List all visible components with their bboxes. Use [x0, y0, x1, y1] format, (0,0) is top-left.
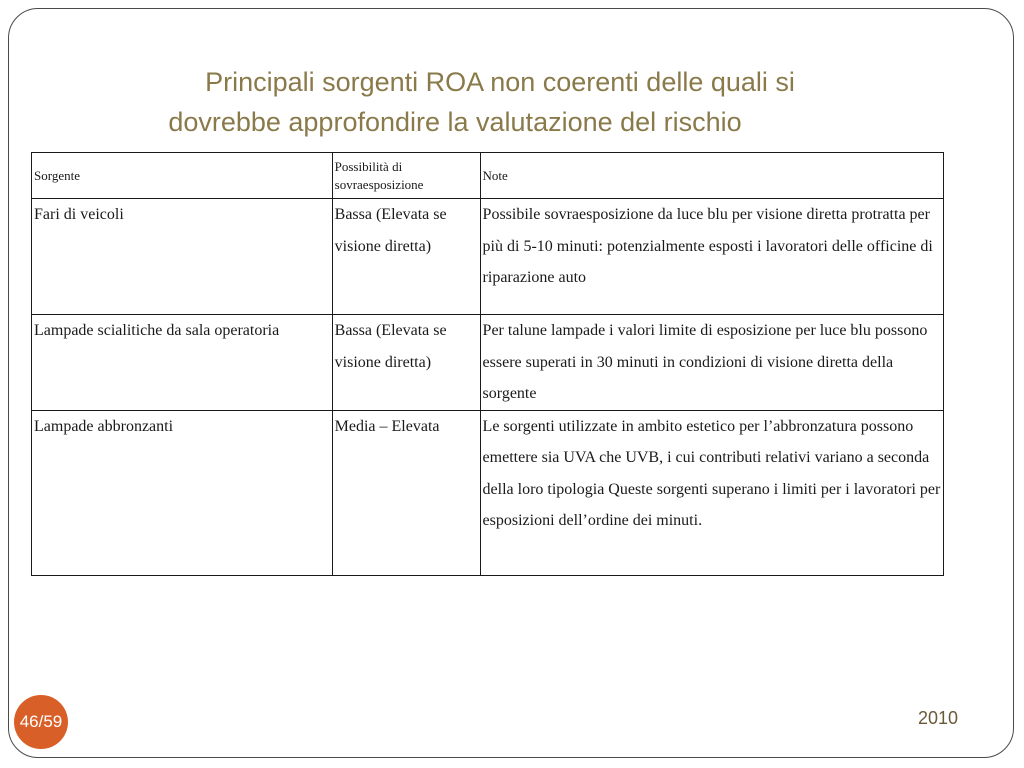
header-sorgente: Sorgente — [32, 153, 333, 199]
header-possibilita: Possibilità di sovraesposizione — [332, 153, 480, 199]
cell-possibilita: Bassa (Elevata se visione diretta) — [332, 199, 480, 315]
slide-title — [60, 62, 900, 142]
slide-title-line-2: dovrebbe approfondire la valutazione del rischio — [168, 107, 742, 137]
cell-sorgente: Lampade scialitiche da sala operatoria — [32, 315, 333, 411]
footer-year: 2010 — [917, 708, 958, 728]
table-row — [32, 410, 944, 575]
cell-sorgente: Lampade abbronzanti — [32, 410, 333, 575]
cell-sorgente: Fari di veicoli — [32, 199, 333, 315]
table-row — [32, 315, 944, 411]
cell-possibilita: Bassa (Elevata se visione diretta) — [332, 315, 480, 411]
table-header-row — [32, 153, 944, 199]
cell-possibilita: Media – Elevata — [332, 410, 480, 575]
slide-title-line-1: Principali sorgenti ROA non coerenti delle quali si — [205, 67, 795, 97]
cell-note: Per talune lampade i valori limite di esposizione per luce blu possono essere superati in 30 minuti in condizioni di visione diretta della sorgente — [480, 315, 943, 411]
page-number-badge: 46/59 — [14, 695, 68, 749]
table-row — [32, 199, 944, 315]
header-note: Note — [480, 153, 943, 199]
roa-sources-table — [31, 152, 944, 576]
cell-note: Possibile sovraesposizione da luce blu per visione diretta protratta per più di 5-10 minuti: potenzialmente esposti i lavoratori delle officine di riparazione auto — [480, 199, 943, 315]
cell-note: Le sorgenti utilizzate in ambito estetico per l’abbronzatura possono emettere sia UVA che UVB, i cui contributi relativi variano a seconda della loro tipologia Queste sorgenti superano i limiti per i lavoratori per esposizioni dell’ordine dei minuti. — [480, 410, 943, 575]
